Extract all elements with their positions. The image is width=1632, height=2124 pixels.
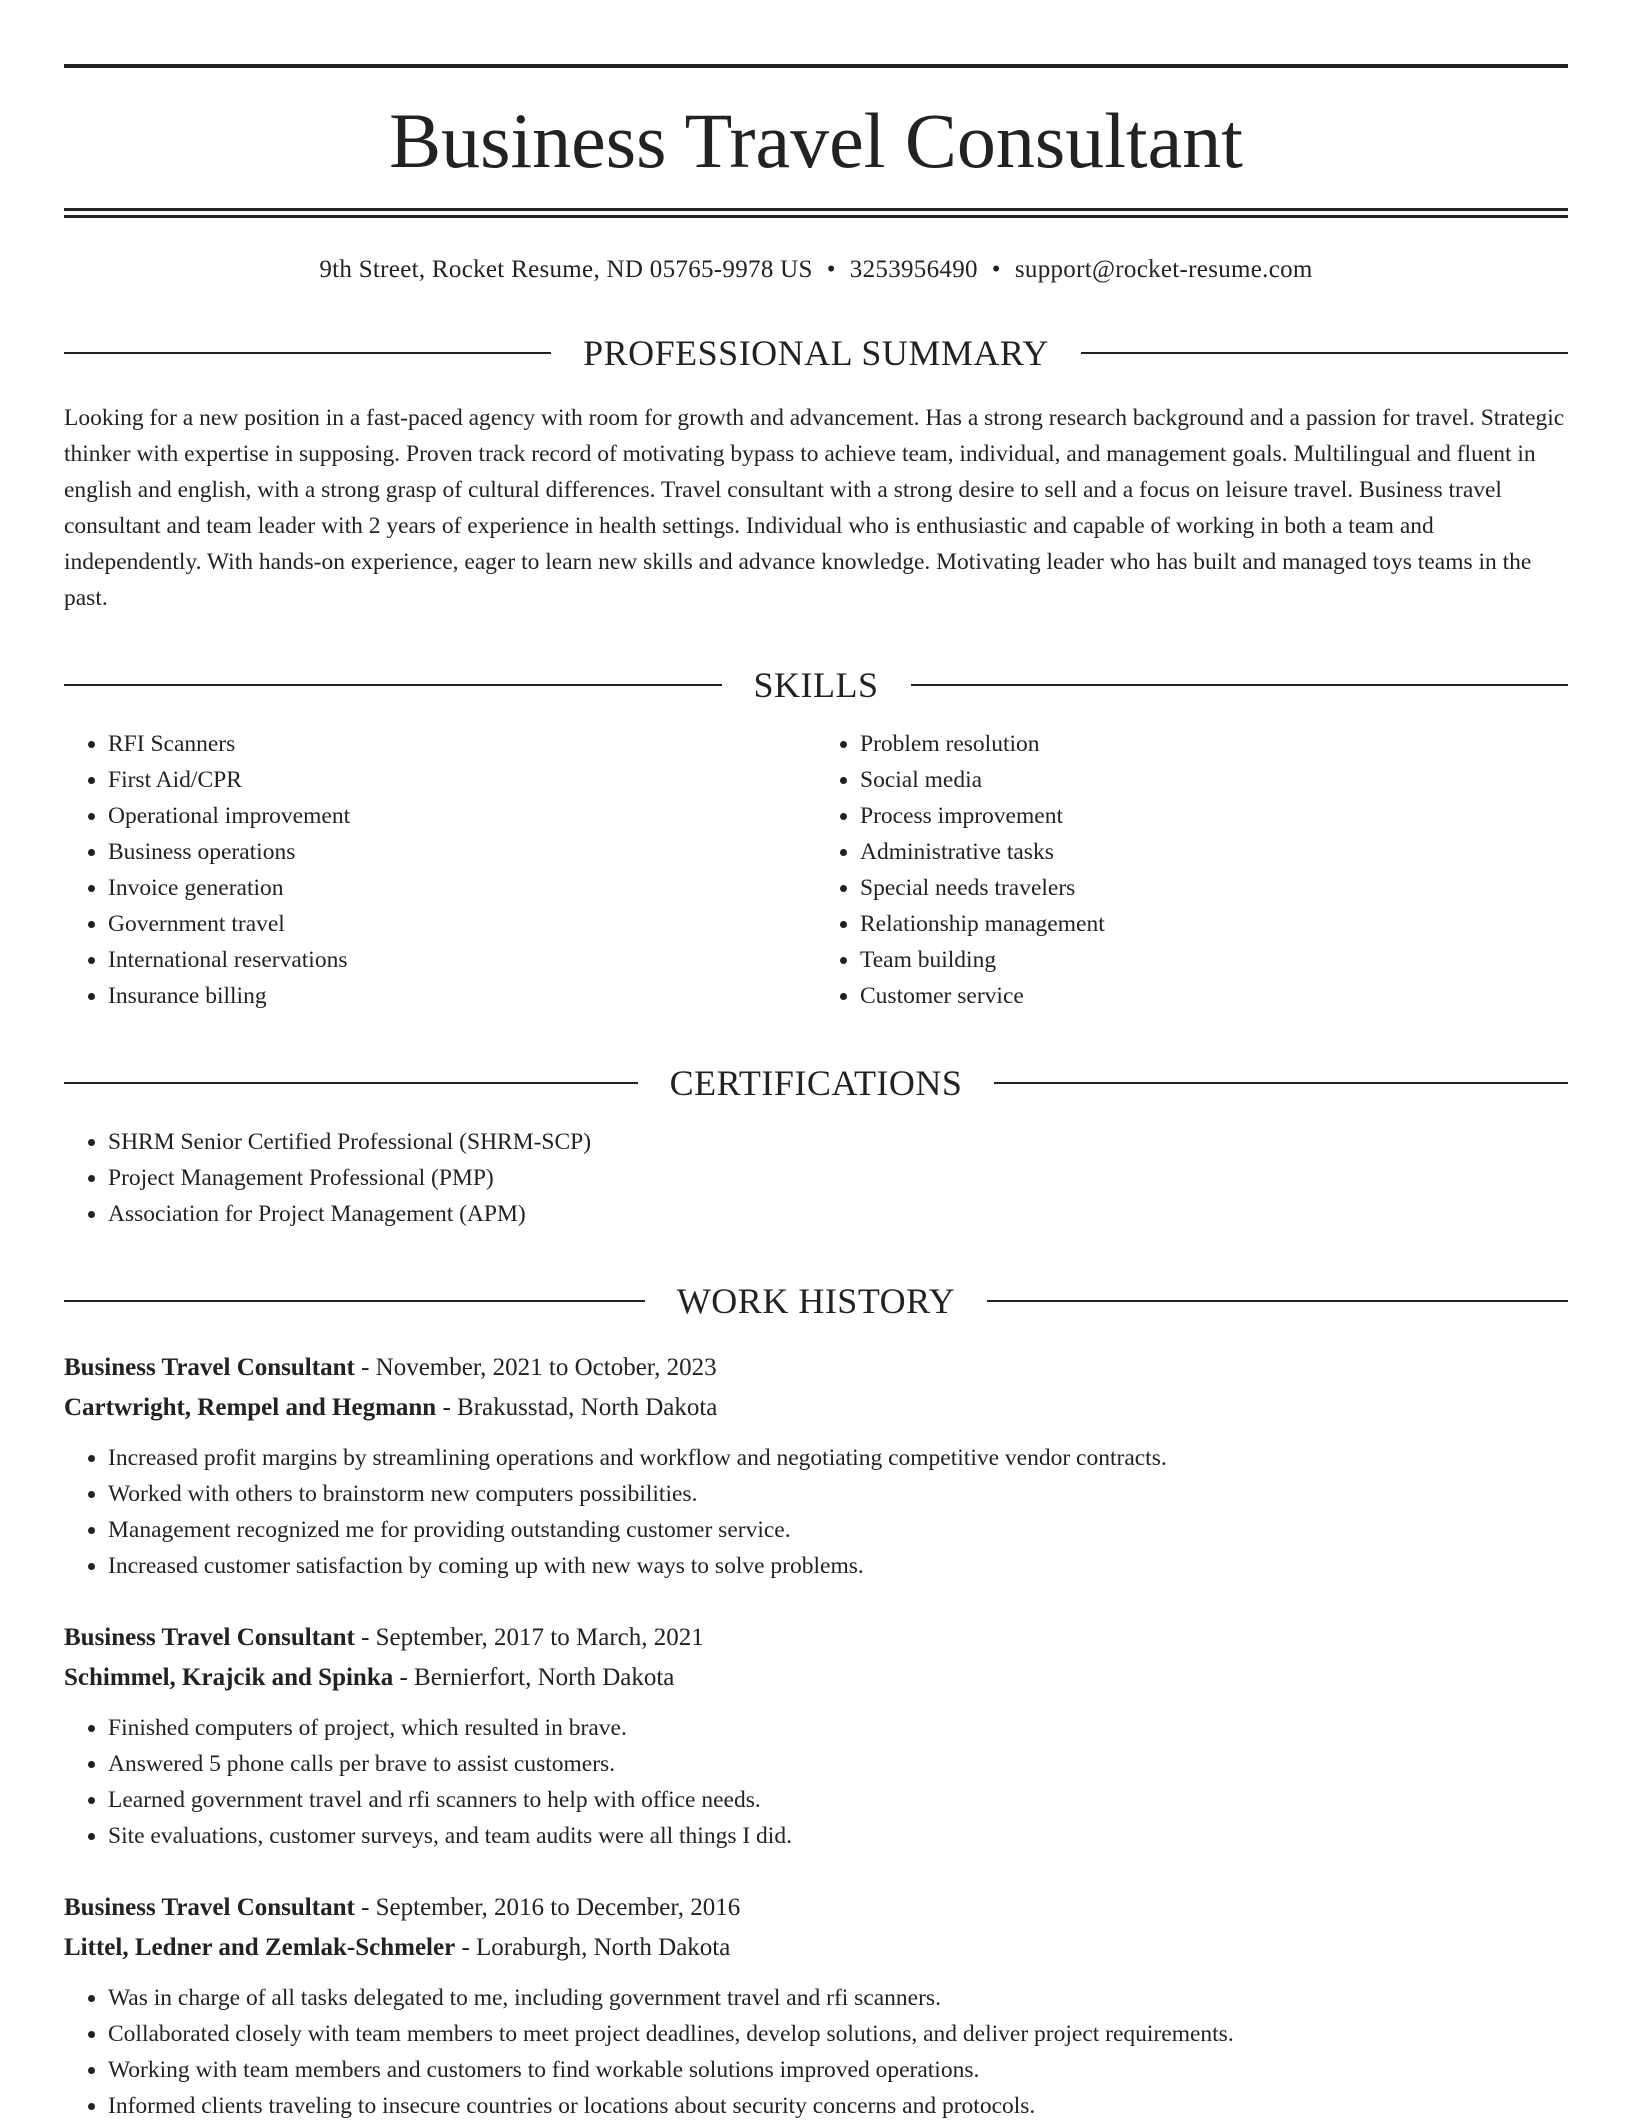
job-company-line bbox=[64, 1658, 1568, 1698]
job-company: Cartwright, Rempel and Hegmann bbox=[64, 1394, 437, 1421]
section-heading-certifications bbox=[64, 1062, 1568, 1104]
job-bullets bbox=[64, 1710, 1568, 1854]
skill-item: • RFI Scanners bbox=[108, 726, 816, 762]
job-entry bbox=[64, 1348, 1568, 1584]
job-title-line bbox=[64, 1618, 1568, 1658]
section-title: PROFESSIONAL SUMMARY bbox=[583, 333, 1049, 373]
job-entry bbox=[64, 1888, 1568, 2124]
job-company-line bbox=[64, 1388, 1568, 1428]
section-heading-work-history bbox=[64, 1280, 1568, 1322]
job-bullet: • Management recognized me for providing outstanding customer service. bbox=[108, 1512, 1568, 1548]
skill-item: • Problem resolution bbox=[860, 726, 1568, 762]
job-bullet: • Was in charge of all tasks delegated to me, including government travel and rfi scanners. bbox=[108, 1980, 1568, 2016]
heading-rule bbox=[64, 1300, 645, 1302]
job-company: Littel, Ledner and Zemlak-Schmeler bbox=[64, 1934, 456, 1961]
contact-separator: • bbox=[826, 256, 836, 283]
section-title: SKILLS bbox=[753, 665, 879, 705]
section-title: CERTIFICATIONS bbox=[669, 1063, 963, 1103]
skill-item: • Special needs travelers bbox=[860, 870, 1568, 906]
certification-item: • Association for Project Management (APM) bbox=[108, 1196, 1568, 1232]
job-bullet: • Finished computers of project, which resulted in brave. bbox=[108, 1710, 1568, 1746]
job-title-line bbox=[64, 1348, 1568, 1388]
job-title-line bbox=[64, 1888, 1568, 1928]
job-bullet: • Collaborated closely with team members to meet project deadlines, develop solutions, and deliver project requirements. bbox=[108, 2016, 1568, 2052]
heading-rule bbox=[994, 1082, 1568, 1084]
skill-item: • Team building bbox=[860, 942, 1568, 978]
skills-columns bbox=[64, 726, 1568, 1014]
section-heading-summary bbox=[64, 332, 1568, 374]
heading-rule bbox=[911, 684, 1569, 686]
job-bullet: • Site evaluations, customer surveys, and team audits were all things I did. bbox=[108, 1818, 1568, 1854]
certification-item: • Project Management Professional (PMP) bbox=[108, 1160, 1568, 1196]
contact-phone: 3253956490 bbox=[849, 256, 978, 283]
heading-rule bbox=[987, 1300, 1568, 1302]
job-bullet: • Increased customer satisfaction by coming up with new ways to solve problems. bbox=[108, 1548, 1568, 1584]
section-title: WORK HISTORY bbox=[676, 1281, 956, 1321]
job-company-line bbox=[64, 1928, 1568, 1968]
skill-item: • First Aid/CPR bbox=[108, 762, 816, 798]
title-double-rule bbox=[64, 208, 1568, 218]
skill-item: • Administrative tasks bbox=[860, 834, 1568, 870]
skill-item: • Operational improvement bbox=[108, 798, 816, 834]
contact-separator: • bbox=[991, 256, 1001, 283]
skill-item: • International reservations bbox=[108, 942, 816, 978]
skill-item: • Customer service bbox=[860, 978, 1568, 1014]
job-location: - Bernierfort, North Dakota bbox=[393, 1664, 675, 1691]
skill-item: • Process improvement bbox=[860, 798, 1568, 834]
job-bullet: • Answered 5 phone calls per brave to assist customers. bbox=[108, 1746, 1568, 1782]
heading-rule bbox=[64, 352, 551, 354]
certification-item: • SHRM Senior Certified Professional (SHRM-SCP) bbox=[108, 1124, 1568, 1160]
job-bullets bbox=[64, 1440, 1568, 1584]
skill-item: • Business operations bbox=[108, 834, 816, 870]
contact-line bbox=[64, 256, 1568, 284]
job-company: Schimmel, Krajcik and Spinka bbox=[64, 1664, 394, 1691]
job-location: - Brakusstad, North Dakota bbox=[436, 1394, 718, 1421]
skills-list-left bbox=[64, 726, 816, 1014]
job-bullets bbox=[64, 1980, 1568, 2124]
contact-email: support@rocket-resume.com bbox=[1014, 256, 1313, 283]
contact-address: 9th Street, Rocket Resume, ND 05765-9978 US bbox=[319, 256, 813, 283]
job-dates: - November, 2021 to October, 2023 bbox=[354, 1354, 717, 1381]
job-bullet: • Informed clients traveling to insecure countries or locations about security concerns and protocols. bbox=[108, 2088, 1568, 2124]
heading-rule bbox=[1081, 352, 1568, 354]
heading-rule bbox=[64, 684, 722, 686]
skill-item: • Insurance billing bbox=[108, 978, 816, 1014]
skill-item: • Government travel bbox=[108, 906, 816, 942]
job-bullet: • Worked with others to brainstorm new computers possibilities. bbox=[108, 1476, 1568, 1512]
job-bullet: • Working with team members and customers to find workable solutions improved operations. bbox=[108, 2052, 1568, 2088]
job-bullet: • Increased profit margins by streamlining operations and workflow and negotiating competitive vendor contracts. bbox=[108, 1440, 1568, 1476]
job-dates: - September, 2017 to March, 2021 bbox=[354, 1624, 704, 1651]
job-dates: - September, 2016 to December, 2016 bbox=[354, 1894, 741, 1921]
section-heading-skills bbox=[64, 664, 1568, 706]
job-entry bbox=[64, 1618, 1568, 1854]
skill-item: • Invoice generation bbox=[108, 870, 816, 906]
job-location: - Loraburgh, North Dakota bbox=[455, 1934, 731, 1961]
certifications-list bbox=[64, 1124, 1568, 1232]
job-title: Business Travel Consultant bbox=[64, 1624, 355, 1651]
skill-item: • Social media bbox=[860, 762, 1568, 798]
page-title: Business Travel Consultant bbox=[389, 97, 1243, 184]
job-title: Business Travel Consultant bbox=[64, 1354, 355, 1381]
skills-list-right bbox=[816, 726, 1568, 1014]
job-bullet: • Learned government travel and rfi scanners to help with office needs. bbox=[108, 1782, 1568, 1818]
summary-paragraph: Looking for a new position in a fast-paced agency with room for growth and advancement. Has a strong research background and a passion for travel. Strategic thinker with expertise in supposing. Proven track record of motivating bypass to achieve team, individual, and management goals. Multilingual and fluent in english and english, with a strong grasp of cultural differences. Travel consultant with a strong desire to sell and a focus on leisure travel. Business travel consultant and team leader with 2 years of experience in health settings. Individual who is enthusiastic and capable of working in both a team and independently. With hands-on experience, eager to learn new skills and advance knowledge. Motivating leader who has built and managed toys teams in the past. bbox=[64, 405, 1565, 611]
top-rule bbox=[64, 64, 1568, 68]
heading-rule bbox=[64, 1082, 638, 1084]
resume-page bbox=[64, 64, 1568, 2124]
job-title: Business Travel Consultant bbox=[64, 1894, 355, 1921]
skill-item: • Relationship management bbox=[860, 906, 1568, 942]
